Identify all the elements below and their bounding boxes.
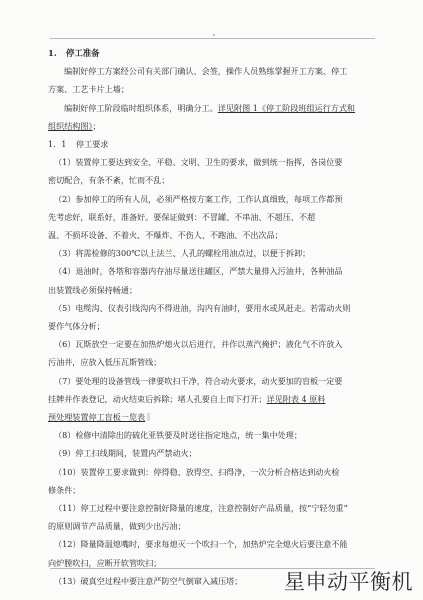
requirement-item: [48, 444, 378, 462]
paragraph-line: 组织结构图》；: [48, 120, 101, 131]
section-heading: [48, 44, 378, 62]
requirement-line-first: （11）停工过程中要注意控制好降量的速度，注意控制好产品质量，按“宁轻勿重”: [54, 503, 348, 514]
paragraph-line: 方案、工艺卡片上墙；: [48, 84, 129, 95]
header-rule: [50, 38, 375, 39]
requirement-item: [48, 153, 378, 189]
requirement-line-cont: 温、不损坏设备、不着火、不爆炸、不伤人、不跑油、不出次品；: [48, 230, 283, 241]
requirement-item: [48, 262, 378, 298]
scan-mark: [147, 413, 150, 421]
blind-plate-table-link-cont[interactable]: 预处理装置停工盲板一览表: [48, 412, 146, 423]
requirement-line-cont: 的原则调节产品质量，做到少出污油；: [48, 521, 186, 532]
requirement-line-cont: 向炉膛吹扫，应断开软管吹扫；: [48, 557, 162, 568]
requirement-line-first: （2）参加停工的所有人员，必须严格按方案工作，工作认真细致，每项工作都预: [54, 193, 343, 204]
subsection-title: 停工要求: [76, 139, 109, 150]
requirement-line-cont: 要作气体分析；: [48, 321, 105, 332]
requirement-line-first: （10）装置停工要求做到：停得稳、放得空、扫得净，一次分析合格达到动火检: [54, 466, 340, 477]
requirement-item: [48, 190, 378, 245]
requirement-line-cont: 挂牌并作表登记，动火结束后拆除；堵人孔要自上而下打开；详见附表 4 原料: [48, 393, 326, 404]
requirement-item: [48, 463, 378, 499]
requirement-line-cont: 出装置线必须保持畅通；: [48, 284, 138, 295]
requirement-item: [48, 299, 378, 335]
requirement-item: [48, 244, 378, 262]
requirement-line-cont: 密切配合，有条不紊，忙而不乱；: [48, 175, 170, 186]
blind-plate-table-link[interactable]: 详见附表 4 原料: [266, 393, 326, 404]
watermark-text: 星申动平衡机: [284, 570, 413, 594]
requirement-line-first: （6）瓦斯放空一定要在加热炉熄火以后进行，并作以蒸汽掩护；液化气不许放入: [54, 339, 343, 350]
requirement-line-first: （8）检修中清除出的硫化亚铁要及时送往指定地点，统一集中处理；: [54, 430, 302, 441]
requirement-line-cont: [48, 408, 378, 426]
requirement-line-first: （9）停工扫线期间，装置内严禁动火；: [54, 448, 197, 459]
requirement-item: [48, 499, 378, 535]
requirement-item: [48, 426, 378, 444]
requirement-line-first: （4）退油时，各塔和容器内存油尽量送往罐区，严禁大量排入污油井，各种油品: [54, 266, 343, 277]
requirement-line-first: （13）破真空过程中要注意严防空气倒窜入减压塔；: [54, 575, 243, 586]
requirement-line-first: （12）降量降温熄嘴时，要求每熄灭一个吹扫一个，加热炉完全熄火后要注意不能: [54, 539, 348, 550]
requirement-line-first: （1）装置停工要达到安全、平稳、文明、卫生的要求，做到统一指挥，各岗位要: [54, 157, 343, 168]
section-number: 1.: [48, 48, 57, 58]
paragraph-line: 编制好停工阶段临时组织体系，明确分工。详见附图 1《停工阶段班组运行方式和: [64, 102, 356, 113]
subsection-number: 1．1: [48, 139, 67, 150]
requirement-line-cont: 先考虑好，联系好，准备好。要保证做到：不冒罐、不串油、不超压、不超: [48, 211, 316, 222]
paragraph-line: 编制好停工方案经公司有关部门确认、会签，操作人员熟练掌握开工方案、停工: [64, 66, 348, 77]
document-body: [48, 44, 378, 590]
requirement-line-first: （5）电缆沟、仪表引线沟内不得进油，沟内有油时，要用水或风赶走。若需动火则: [54, 302, 351, 313]
org-chart-link[interactable]: 详见附图 1《停工阶段班组运行方式和: [217, 102, 356, 113]
requirement-line-cont: 污油井，应放入低压瓦斯管线；: [48, 357, 162, 368]
subsection-heading: [48, 135, 378, 153]
org-chart-link-cont[interactable]: 组织结构图》: [48, 120, 93, 131]
requirement-line-cont: 修条件；: [48, 484, 81, 495]
requirement-item: [48, 335, 378, 371]
requirement-line-first: （3）将需检修的300℃以上法兰、人孔的螺栓用油点过，以便于拆卸；: [54, 248, 311, 259]
scan-speck: [213, 34, 215, 36]
requirement-line-first: （7）要处理的设备管线一律要吹扫干净，符合动火要求，动火要加的盲板一定要: [54, 375, 343, 386]
requirement-item: [48, 372, 378, 427]
requirement-list: [48, 153, 378, 590]
section-title: 停工准备: [66, 48, 100, 58]
